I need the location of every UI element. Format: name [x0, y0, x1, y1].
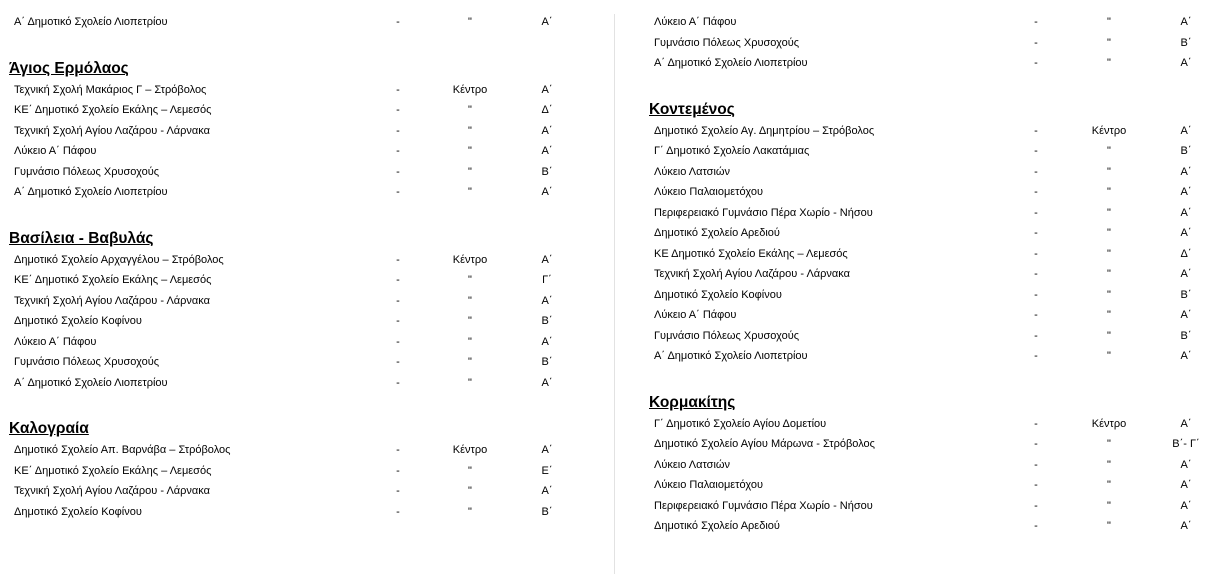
school-name: Γυμνάσιο Πόλεως Χρυσοχούς — [654, 329, 800, 342]
section-heading: Βασίλεια - Βαβυλάς — [9, 229, 154, 247]
school-row — [640, 33, 1211, 54]
school-row — [0, 12, 605, 33]
school-name: Λύκειο Παλαιομετόχου — [654, 479, 763, 491]
grade-cell: Β΄ — [541, 165, 553, 178]
school-row — [0, 100, 605, 121]
school-name: Δημοτικό Σχολείο Αρεδιού — [654, 520, 780, 532]
location-cell: " — [468, 124, 472, 137]
school-row — [640, 496, 1211, 517]
school-row — [0, 311, 605, 332]
location-cell: " — [468, 16, 472, 28]
school-name: Δημοτικό Σχολείο Κοφίνου — [14, 505, 142, 518]
location-cell: " — [1107, 145, 1111, 157]
location-cell: " — [468, 356, 472, 368]
row-dash: - — [1034, 268, 1038, 280]
school-name: Α΄ Δημοτικό Σχολείο Λιοπετρίου — [654, 350, 808, 362]
row-dash: - — [396, 145, 400, 157]
school-name: Λύκειο Α΄ Πάφου — [14, 145, 97, 157]
school-name: Δημοτικό Σχολείο Αρχαγγέλου – Στρόβολος — [14, 253, 224, 266]
section-heading: Κοντεμένος — [649, 100, 735, 118]
school-row — [0, 182, 605, 203]
school-row — [640, 12, 1211, 33]
school-row — [0, 141, 605, 162]
school-name: Περιφερειακό Γυμνάσιο Πέρα Χωρίο - Νήσου — [654, 206, 873, 219]
section-spacer — [0, 33, 605, 58]
row-dash: - — [396, 356, 400, 368]
grade-cell: Α΄ — [1180, 165, 1192, 178]
school-name: Α΄ Δημοτικό Σχολείο Λιοπετρίου — [654, 57, 808, 69]
grade-cell: Β΄ — [1180, 329, 1192, 342]
school-row — [640, 162, 1211, 183]
row-dash: - — [1034, 458, 1038, 471]
row-dash: - — [1034, 227, 1038, 239]
grade-cell: Α΄ — [541, 186, 553, 198]
location-cell: " — [468, 274, 472, 286]
left-column — [0, 12, 605, 522]
school-row — [0, 332, 605, 353]
location-cell: " — [1107, 309, 1111, 321]
row-dash: - — [396, 274, 400, 286]
grade-cell: Α΄ — [541, 253, 553, 266]
location-cell: " — [468, 464, 472, 477]
school-row — [0, 80, 605, 101]
school-name: Δημοτικό Σχολείο Αγ. Δημητρίου – Στρόβολος — [654, 124, 875, 137]
grade-cell: Α΄ — [1180, 350, 1192, 362]
school-row — [0, 352, 605, 373]
grade-cell: Β΄- Γ΄ — [1172, 438, 1200, 450]
location-cell: " — [468, 505, 472, 518]
school-name: ΚΕ΄ Δημοτικό Σχολείο Εκάλης – Λεμεσός — [14, 464, 212, 477]
grade-cell: Α΄ — [541, 485, 553, 497]
row-dash: - — [396, 104, 400, 116]
school-row — [640, 141, 1211, 162]
location-cell: " — [1107, 350, 1111, 362]
grade-cell: Α΄ — [1180, 520, 1192, 532]
location-cell: " — [468, 376, 472, 389]
grade-cell: Β΄ — [541, 315, 553, 327]
row-dash: - — [1034, 165, 1038, 178]
school-row — [640, 223, 1211, 244]
location-cell: " — [1107, 165, 1111, 178]
row-dash: - — [1034, 479, 1038, 491]
school-name: Λύκειο Παλαιομετόχου — [654, 186, 763, 198]
grade-cell: Γ΄ — [542, 274, 552, 286]
row-dash: - — [1034, 417, 1038, 430]
grade-cell: Α΄ — [541, 124, 553, 137]
school-row — [640, 182, 1211, 203]
school-row — [640, 346, 1211, 367]
school-name: Α΄ Δημοτικό Σχολείο Λιοπετρίου — [14, 16, 168, 28]
row-dash: - — [1034, 186, 1038, 198]
grade-cell: Α΄ — [1180, 268, 1192, 280]
section-spacer — [0, 203, 605, 228]
location-cell: " — [1107, 36, 1111, 49]
school-name: ΚΕ΄ Δημοτικό Σχολείο Εκάλης – Λεμεσός — [14, 274, 212, 286]
row-dash: - — [396, 376, 400, 389]
location-cell: " — [468, 145, 472, 157]
row-dash: - — [1034, 520, 1038, 532]
location-cell: Κέντρο — [452, 83, 488, 96]
location-cell: " — [1107, 247, 1111, 260]
location-cell: " — [468, 186, 472, 198]
row-dash: - — [1034, 145, 1038, 157]
grade-cell: Β΄ — [1180, 145, 1192, 157]
right-column — [640, 12, 1211, 537]
school-row — [640, 203, 1211, 224]
grade-cell: Δ΄ — [1180, 247, 1192, 260]
section-heading: Άγιος Ερμόλαος — [9, 59, 129, 77]
row-dash: - — [396, 315, 400, 327]
school-name: Τεχνική Σχολή Αγίου Λαζάρου - Λάρνακα — [14, 294, 211, 307]
school-name: Δημοτικό Σχολείο Κοφίνου — [654, 288, 782, 301]
grade-cell: Α΄ — [1180, 479, 1192, 491]
school-name: Λύκειο Α΄ Πάφου — [654, 309, 737, 321]
school-name: Τεχνική Σχολή Αγίου Λαζάρου - Λάρνακα — [654, 268, 851, 280]
school-name: Τεχνική Σχολή Αγίου Λαζάρου - Λάρνακα — [14, 485, 211, 497]
school-row — [640, 516, 1211, 537]
grade-cell: Β΄ — [1180, 36, 1192, 49]
section-heading: Κορμακίτης — [649, 393, 736, 411]
school-name: Λύκειο Α΄ Πάφου — [14, 335, 97, 348]
school-name: Δημοτικό Σχολείο Αγίου Μάρωνα - Στρόβολος — [654, 438, 875, 450]
grade-cell: Α΄ — [541, 335, 553, 348]
school-name: Περιφερειακό Γυμνάσιο Πέρα Χωρίο - Νήσου — [654, 499, 873, 512]
location-cell: " — [1107, 268, 1111, 280]
row-dash: - — [396, 124, 400, 137]
row-dash: - — [1034, 57, 1038, 69]
row-dash: - — [1034, 16, 1038, 28]
school-row — [640, 326, 1211, 347]
row-dash: - — [1034, 247, 1038, 260]
location-cell: " — [1107, 186, 1111, 198]
school-name: Δημοτικό Σχολείο Κοφίνου — [14, 315, 142, 327]
grade-cell: Α΄ — [1180, 309, 1192, 321]
grade-cell: Α΄ — [1180, 57, 1192, 69]
location-cell: " — [468, 335, 472, 348]
row-dash: - — [1034, 329, 1038, 342]
row-dash: - — [396, 83, 400, 96]
location-cell: " — [1107, 57, 1111, 69]
grade-cell: Ε΄ — [541, 464, 553, 477]
location-cell: " — [1107, 288, 1111, 301]
grade-cell: Α΄ — [1180, 417, 1192, 430]
location-cell: " — [1107, 16, 1111, 28]
row-dash: - — [1034, 124, 1038, 137]
grade-cell: Α΄ — [541, 145, 553, 157]
school-row — [0, 440, 605, 461]
grade-cell: Α΄ — [541, 294, 553, 307]
row-dash: - — [396, 444, 400, 456]
grade-cell: Α΄ — [1180, 186, 1192, 198]
row-dash: - — [1034, 206, 1038, 219]
school-row — [640, 475, 1211, 496]
location-cell: Κέντρο — [1091, 417, 1127, 430]
school-name: Λύκειο Λατσιών — [654, 458, 730, 471]
row-dash: - — [396, 294, 400, 307]
row-dash: - — [396, 505, 400, 518]
school-row — [0, 291, 605, 312]
location-cell: " — [1107, 227, 1111, 239]
grade-cell: Α΄ — [541, 16, 553, 28]
location-cell: Κέντρο — [1091, 124, 1127, 137]
row-dash: - — [396, 253, 400, 266]
location-cell: " — [468, 165, 472, 178]
location-cell: " — [1107, 458, 1111, 471]
school-name: Δημοτικό Σχολείο Αρεδιού — [654, 227, 780, 239]
school-row — [0, 502, 605, 523]
school-row — [640, 53, 1211, 74]
location-cell: " — [1107, 520, 1111, 532]
location-cell: " — [1107, 499, 1111, 512]
grade-cell: Δ΄ — [541, 104, 553, 116]
school-row — [0, 121, 605, 142]
school-row — [640, 244, 1211, 265]
school-row — [0, 250, 605, 271]
school-row — [640, 455, 1211, 476]
school-row — [640, 414, 1211, 435]
location-cell: " — [1107, 479, 1111, 491]
section-spacer — [0, 393, 605, 418]
school-row — [640, 121, 1211, 142]
school-row — [0, 373, 605, 394]
grade-cell: Α΄ — [1180, 227, 1192, 239]
grade-cell: Β΄ — [541, 505, 553, 518]
grade-cell: Β΄ — [1180, 288, 1192, 301]
location-cell: " — [468, 315, 472, 327]
row-dash: - — [396, 335, 400, 348]
row-dash: - — [1034, 309, 1038, 321]
school-row — [0, 481, 605, 502]
row-dash: - — [396, 16, 400, 28]
school-name: Γυμνάσιο Πόλεως Χρυσοχούς — [14, 165, 160, 178]
grade-cell: Α΄ — [1180, 124, 1192, 137]
row-dash: - — [1034, 438, 1038, 450]
school-name: Γ΄ Δημοτικό Σχολείο Αγίου Δομετίου — [654, 417, 827, 430]
row-dash: - — [396, 464, 400, 477]
section-spacer — [640, 367, 1211, 392]
school-row — [640, 305, 1211, 326]
school-name: Α΄ Δημοτικό Σχολείο Λιοπετρίου — [14, 186, 168, 198]
school-row — [0, 270, 605, 291]
school-name: Γυμνάσιο Πόλεως Χρυσοχούς — [654, 36, 800, 49]
section-heading: Καλογραία — [9, 420, 89, 437]
location-cell: Κέντρο — [452, 444, 488, 456]
section-spacer — [640, 74, 1211, 99]
school-name: ΚΕ΄ Δημοτικό Σχολείο Εκάλης – Λεμεσός — [14, 104, 212, 116]
school-name: Τεχνική Σχολή Αγίου Λαζάρου - Λάρνακα — [14, 124, 211, 137]
column-divider — [614, 14, 615, 574]
location-cell: " — [468, 104, 472, 116]
grade-cell: Α΄ — [1180, 16, 1192, 28]
row-dash: - — [396, 186, 400, 198]
row-dash: - — [1034, 36, 1038, 49]
grade-cell: Α΄ — [541, 376, 553, 389]
row-dash: - — [396, 165, 400, 178]
grade-cell: Α΄ — [1180, 499, 1192, 512]
school-name: Α΄ Δημοτικό Σχολείο Λιοπετρίου — [14, 376, 168, 389]
row-dash: - — [396, 485, 400, 497]
row-dash: - — [1034, 499, 1038, 512]
school-name: Γ΄ Δημοτικό Σχολείο Λακατάμιας — [654, 145, 810, 157]
school-row — [640, 434, 1211, 455]
school-name: Δημοτικό Σχολείο Απ. Βαρνάβα – Στρόβολος — [14, 444, 231, 456]
grade-cell: Α΄ — [541, 83, 553, 96]
school-name: Λύκειο Α΄ Πάφου — [654, 16, 737, 28]
school-name: ΚΕ Δημοτικό Σχολείο Εκάλης – Λεμεσός — [654, 247, 848, 260]
grade-cell: Α΄ — [541, 444, 553, 456]
location-cell: " — [468, 485, 472, 497]
school-name: Τεχνική Σχολή Μακάριος Γ – Στρόβολος — [14, 83, 207, 96]
row-dash: - — [1034, 288, 1038, 301]
row-dash: - — [1034, 350, 1038, 362]
grade-cell: Β΄ — [541, 356, 553, 368]
school-name: Γυμνάσιο Πόλεως Χρυσοχούς — [14, 356, 160, 368]
school-row — [0, 162, 605, 183]
grade-cell: Α΄ — [1180, 206, 1192, 219]
school-row — [640, 264, 1211, 285]
grade-cell: Α΄ — [1180, 458, 1192, 471]
location-cell: Κέντρο — [452, 253, 488, 266]
location-cell: " — [1107, 206, 1111, 219]
school-name: Λύκειο Λατσιών — [654, 165, 730, 178]
location-cell: " — [1107, 438, 1111, 450]
location-cell: " — [1107, 329, 1111, 342]
school-row — [0, 461, 605, 482]
location-cell: " — [468, 294, 472, 307]
school-row — [640, 285, 1211, 306]
